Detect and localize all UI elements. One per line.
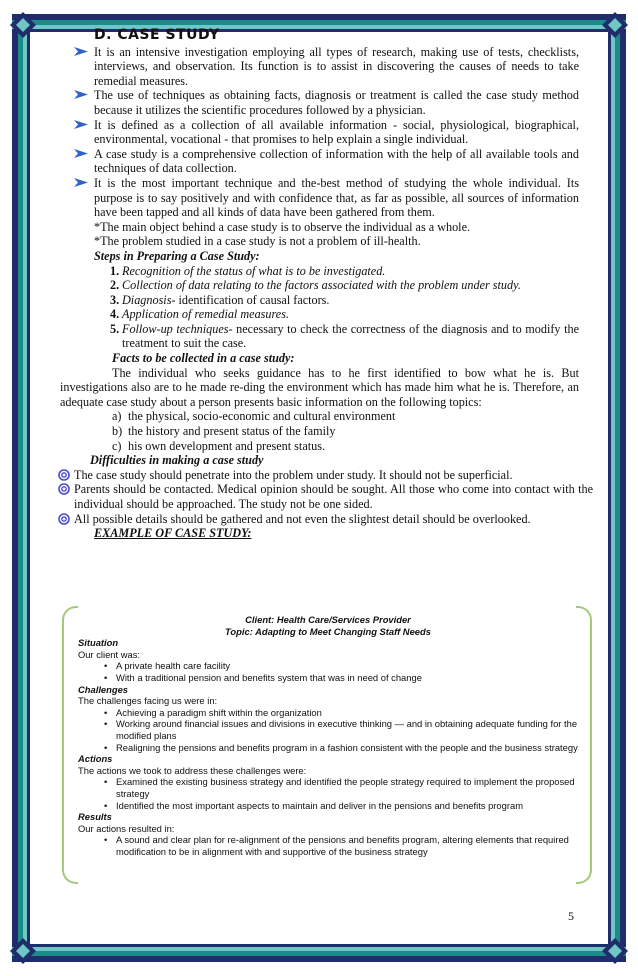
list-item: • A private health care facility: [78, 660, 578, 672]
case-section-label: Challenges: [78, 683, 129, 695]
list-item: [74, 176, 579, 220]
difficulty-text: The case study should penetrate into the problem under study. It should not be superficial.: [74, 467, 513, 482]
list-item: [60, 468, 593, 483]
list-item: • A sound and clear plan for re-alignment of the pensions and benefits program, altering elements that required modification to be in alignment with and supportive of the business strategy: [78, 834, 578, 857]
arrow-bullet-icon: [74, 120, 88, 129]
difficulty-text: All possible details should be gathered and not even the slightest detail should be overlooked.: [74, 511, 531, 526]
bullet-text: It is the most important technique and the-best method of studying the whole individual. Its purpose is to say positively and with confidence that, as far as possible, all sources of information have been tapped and all kinds of data have been gathered from them.: [94, 175, 579, 220]
bullet-text: The use of techniques as obtaining facts, diagnosis or treatment is called the case study method because it utilizes the scientific procedures followed by a physician.: [94, 88, 579, 117]
case-section-intro: Our actions resulted in:: [78, 822, 175, 834]
section-heading: D. CASE STUDY: [94, 27, 220, 43]
case-study-example: [70, 606, 584, 884]
note: *The main object behind a case study is to observe the individual as a whole.: [94, 219, 471, 234]
topic-letter: b): [112, 424, 123, 439]
arrow-bullet-icon: [74, 149, 88, 158]
list-item: [74, 439, 579, 454]
list-item: • Examined the existing business strategy and identified the people strategy required to implement the proposed strategy: [78, 776, 578, 799]
steps-heading: Steps in Preparing a Case Study:: [94, 248, 260, 263]
step-number: 5.: [110, 321, 120, 336]
step-number: 1.: [110, 263, 120, 278]
topic-text: his own development and present status.: [128, 438, 325, 453]
topic-text: the physical, socio-economic and cultural environment: [128, 409, 396, 424]
arrow-bullet-icon: [74, 178, 88, 187]
list-item: • Realigning the pensions and benefits program in a fashion consistent with the people and the business strategy: [78, 742, 578, 754]
arrow-bullet-icon: [74, 47, 88, 56]
page-border-bottom: [12, 940, 626, 962]
case-list: [78, 834, 578, 857]
step-italic: Follow-up techniques-: [122, 321, 233, 336]
step-italic: Recognition of the status of what is to be investigated.: [122, 263, 386, 278]
steps-list: [74, 264, 579, 352]
topic-letter: c): [112, 438, 122, 453]
case-list: [78, 776, 578, 811]
difficulties-heading: Difficulties in making a case study: [90, 453, 264, 468]
step-text: necessary to check the correctness of the diagnosis and to modify the treatment to suit the case.: [122, 321, 579, 351]
page-border-left: [12, 14, 34, 962]
step-number: 3.: [110, 292, 120, 307]
list-item: [74, 278, 579, 293]
spiral-bullet-icon: [58, 513, 70, 525]
facts-heading: Facts to be collected in a case study:: [112, 351, 295, 366]
list-item: • With a traditional pension and benefits system that was in need of change: [78, 672, 578, 684]
topic-letter: a): [112, 409, 122, 424]
list-item: [74, 424, 579, 439]
list-item: [74, 147, 579, 176]
difficulty-text: Parents should be contacted. Medical opinion should be sought. All those who come into contact with the individual should be approached. The study not be one sided.: [74, 482, 593, 511]
list-item: [74, 293, 579, 308]
step-italic: Collection of data relating to the factors associated with the problem under study.: [122, 278, 521, 293]
spiral-bullet-icon: [58, 483, 70, 495]
list-item: • Identified the most important aspects to maintain and deliver in the pensions and benefits program: [78, 800, 578, 812]
corner-ornament-icon: [8, 936, 38, 966]
topic-text: the history and present status of the family: [128, 424, 336, 439]
corner-ornament-icon: [600, 10, 630, 40]
list-item: [74, 88, 579, 117]
list-item: [74, 264, 579, 279]
list-item: • Working around financial issues and divisions in executive thinking — and in obtaining adequate funding for the modified plans: [78, 718, 578, 741]
bullet-text: A case study is a comprehensive collection of information with the help of all available tools and techniques of data collection.: [94, 146, 579, 176]
example-heading: EXAMPLE OF CASE STUDY:: [94, 526, 252, 541]
step-italic: Diagnosis-: [122, 292, 176, 307]
case-section-label: Actions: [78, 753, 113, 765]
list-item: [74, 322, 579, 351]
page-number: 5: [568, 909, 574, 923]
list-item: [74, 45, 579, 89]
step-text: identification of causal factors.: [175, 292, 330, 307]
note: *The problem studied in a case study is not a problem of ill-health.: [94, 234, 421, 249]
case-list: [78, 707, 578, 753]
bullet-text: It is an intensive investigation employing all types of research, making use of tests, checklists, interviews, and observation. Its function is to assist in discovering the causes of needs to take remedial measures.: [94, 44, 579, 88]
list-item: [60, 482, 593, 511]
step-number: 4.: [110, 307, 120, 322]
step-number: 2.: [110, 278, 120, 293]
case-section-label: Results: [78, 811, 112, 823]
corner-ornament-icon: [600, 936, 630, 966]
list-item: [74, 409, 579, 424]
arrow-bullet-icon: [74, 90, 88, 99]
list-item: [74, 307, 579, 322]
case-topic: Topic: Adapting to Meet Changing Staff Needs: [225, 625, 431, 637]
page-border-right: [604, 14, 626, 962]
list-item: [74, 118, 579, 147]
bracket-left: [62, 606, 78, 884]
case-client: Client: Health Care/Services Provider: [245, 614, 411, 625]
case-section-label: Situation: [78, 637, 119, 649]
spiral-bullet-icon: [58, 469, 70, 481]
main-content: [60, 27, 593, 541]
case-section-intro: Our client was:: [78, 648, 140, 660]
step-italic: Application of remedial measures.: [122, 307, 289, 322]
case-section-intro: The actions we took to address these challenges were:: [78, 764, 307, 776]
case-section-intro: The challenges facing us were in:: [78, 695, 218, 707]
bullet-text: It is defined as a collection of all available information - social, physiological, biographical, environmental, vocational - that promises to help explain a single individual.: [94, 117, 579, 147]
list-item: • Achieving a paradigm shift within the organization: [78, 707, 578, 719]
bracket-right: [576, 606, 592, 884]
list-item: [60, 512, 593, 527]
corner-ornament-icon: [8, 10, 38, 40]
facts-paragraph: The individual who seeks guidance has to he first identified to bow what he is. But investigations also are to he made re-ding the environment which has made him what he is. Therefore, an adequate case study about a person presents basic information on the following topics:: [60, 365, 579, 409]
case-list: [78, 660, 578, 683]
